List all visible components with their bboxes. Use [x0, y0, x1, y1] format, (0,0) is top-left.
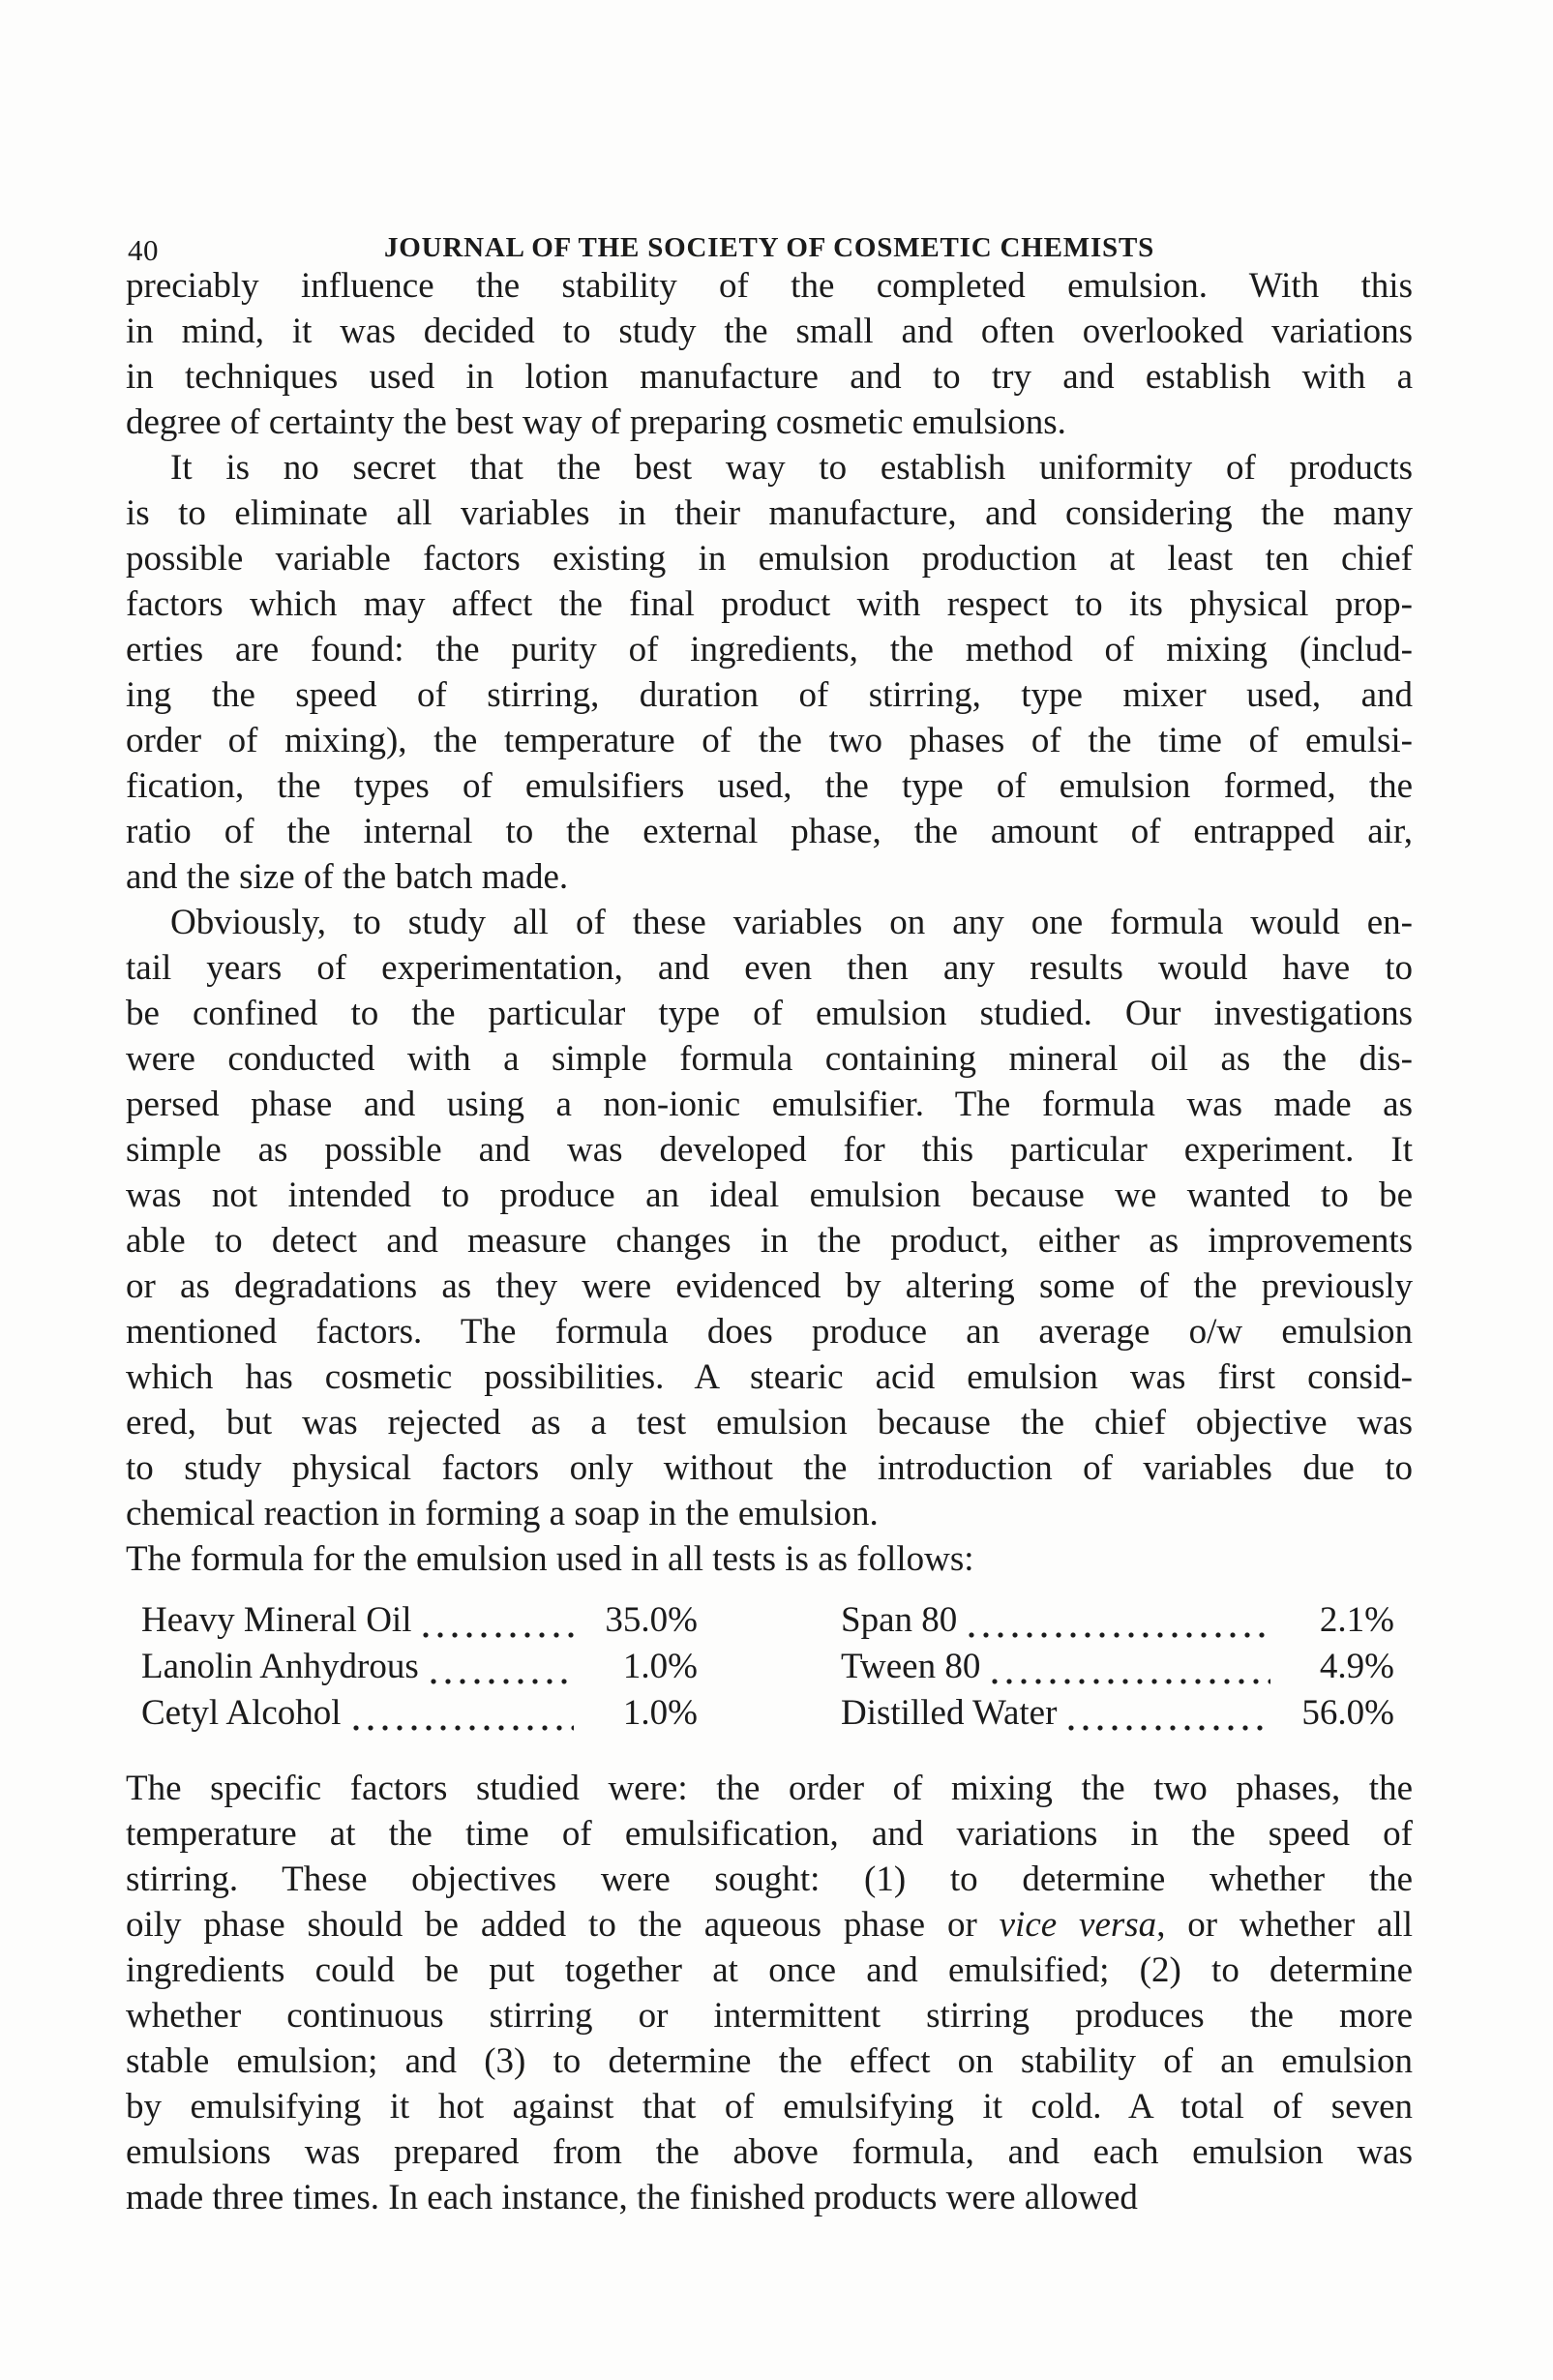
formula-column-left	[141, 1597, 698, 1737]
text-line: preciably influence the stability of the completed emulsion. With this	[126, 266, 1413, 306]
ingredient-percent: 1.0%	[622, 1647, 698, 1686]
text-line: erties are found: the purity of ingredients, the method of mixing (includ-	[126, 630, 1413, 669]
text-line: The specific factors studied were: the order of mixing the two phases, the	[126, 1769, 1413, 1808]
ingredient-percent: 35.0%	[605, 1600, 698, 1640]
dot-leader	[969, 1628, 1270, 1638]
text-line: and the size of the batch made.	[126, 857, 569, 897]
page-header	[126, 232, 1413, 267]
ingredient-name: Lanolin Anhydrous	[141, 1647, 419, 1686]
dot-leader	[353, 1721, 574, 1731]
formula-row	[841, 1644, 1394, 1690]
text-line: be confined to the particular type of emulsion studied. Our investigations	[126, 994, 1413, 1033]
text-line: ing the speed of stirring, duration of stirring, type mixer used, and	[126, 675, 1413, 715]
paragraph-continuation	[126, 263, 1413, 445]
dot-leader	[1068, 1721, 1270, 1731]
text-line: was not intended to produce an ideal emulsion because we wanted to be	[126, 1175, 1413, 1215]
text-line: is to eliminate all variables in their manufacture, and considering the many	[126, 493, 1413, 533]
text-line: which has cosmetic possibilities. A stearic acid emulsion was first consid-	[126, 1357, 1413, 1397]
text-line: simple as possible and was developed for this particular experiment. It	[126, 1130, 1413, 1170]
text-line: stirring. These objectives were sought: (1) to determine whether the	[126, 1859, 1413, 1899]
running-head-title: JOURNAL OF THE SOCIETY OF COSMETIC CHEMISTS	[383, 232, 1155, 263]
text-line: ered, but was rejected as a test emulsion because the chief objective was	[126, 1403, 1413, 1443]
formula-row	[841, 1597, 1394, 1644]
formula-column-right	[841, 1597, 1394, 1737]
text-line: tail years of experimentation, and even then any results would have to	[126, 948, 1413, 988]
text-line: able to detect and measure changes in the product, either as improvements	[126, 1221, 1413, 1261]
ingredient-name: Heavy Mineral Oil	[141, 1600, 412, 1640]
ingredient-name: Tween 80	[841, 1647, 981, 1686]
text-line: order of mixing), the temperature of the two phases of the time of emulsi-	[126, 721, 1413, 760]
ingredient-percent: 1.0%	[622, 1693, 698, 1733]
dot-leader	[992, 1675, 1270, 1684]
formula-row	[141, 1644, 698, 1690]
text-line: oily phase should be added to the aqueous phase or vice versa, or whether all	[126, 1905, 1413, 1945]
paragraph-uniformity	[126, 445, 1413, 900]
text-line: whether continuous stirring or intermittent stirring produces the more	[126, 1996, 1413, 2036]
text-line: to study physical factors only without the introduction of variables due to	[126, 1448, 1413, 1488]
text-line: in techniques used in lotion manufacture and to try and establish with a	[126, 357, 1413, 397]
text-line: possible variable factors existing in emulsion production at least ten chief	[126, 539, 1413, 579]
text-line: Obviously, to study all of these variables on any one formula would en-	[170, 903, 1413, 942]
text-line: factors which may affect the final product with respect to its physical prop-	[126, 584, 1413, 624]
page-number: 40	[128, 233, 159, 267]
text-line: made three times. In each instance, the finished products were allowed	[126, 2178, 1138, 2217]
text-line: were conducted with a simple formula containing mineral oil as the dis-	[126, 1039, 1413, 1079]
text-line: It is no secret that the best way to establish uniformity of products	[170, 448, 1413, 488]
text-line: stable emulsion; and (3) to determine the effect on stability of an emulsion	[126, 2041, 1413, 2081]
text-line: temperature at the time of emulsification, and variations in the speed of	[126, 1814, 1413, 1854]
text-line: by emulsifying it hot against that of emulsifying it cold. A total of seven	[126, 2087, 1413, 2127]
paragraph-factors-studied	[126, 1766, 1413, 2220]
text-line: ingredients could be put together at once and emulsified; (2) to determine	[126, 1950, 1413, 1990]
text-line: or as degradations as they were evidenced by altering some of the previously	[126, 1266, 1413, 1306]
ingredient-percent: 4.9%	[1319, 1647, 1394, 1686]
text-line: degree of certainty the best way of preparing cosmetic emulsions.	[126, 402, 1066, 442]
paragraph-variables	[126, 900, 1413, 1536]
ingredient-percent: 56.0%	[1301, 1693, 1394, 1733]
text-line: The formula for the emulsion used in all tests is as follows:	[126, 1539, 974, 1579]
text-line: mentioned factors. The formula does produce an average o/w emulsion	[126, 1312, 1413, 1352]
ingredient-name: Span 80	[841, 1600, 958, 1640]
paragraph-formula-intro	[126, 1536, 1413, 1582]
article-body	[126, 263, 1413, 2220]
ingredient-name: Cetyl Alcohol	[141, 1693, 342, 1733]
formula-row	[141, 1597, 698, 1644]
text-line: chemical reaction in forming a soap in the emulsion.	[126, 1494, 879, 1533]
text-line: ratio of the internal to the external phase, the amount of entrapped air,	[126, 812, 1413, 851]
formula-row	[141, 1690, 698, 1737]
dot-leader	[423, 1628, 574, 1638]
text-line: fication, the types of emulsifiers used, the type of emulsion formed, the	[126, 766, 1413, 806]
formula-table	[126, 1597, 1413, 1737]
text-line: persed phase and using a non-ionic emulsifier. The formula was made as	[126, 1085, 1413, 1124]
ingredient-percent: 2.1%	[1319, 1600, 1394, 1640]
ingredient-name: Distilled Water	[841, 1693, 1058, 1733]
text-line: in mind, it was decided to study the small and often overlooked variations	[126, 312, 1413, 351]
dot-leader	[431, 1675, 574, 1684]
text-line: emulsions was prepared from the above formula, and each emulsion was	[126, 2132, 1413, 2172]
formula-row	[841, 1690, 1394, 1737]
